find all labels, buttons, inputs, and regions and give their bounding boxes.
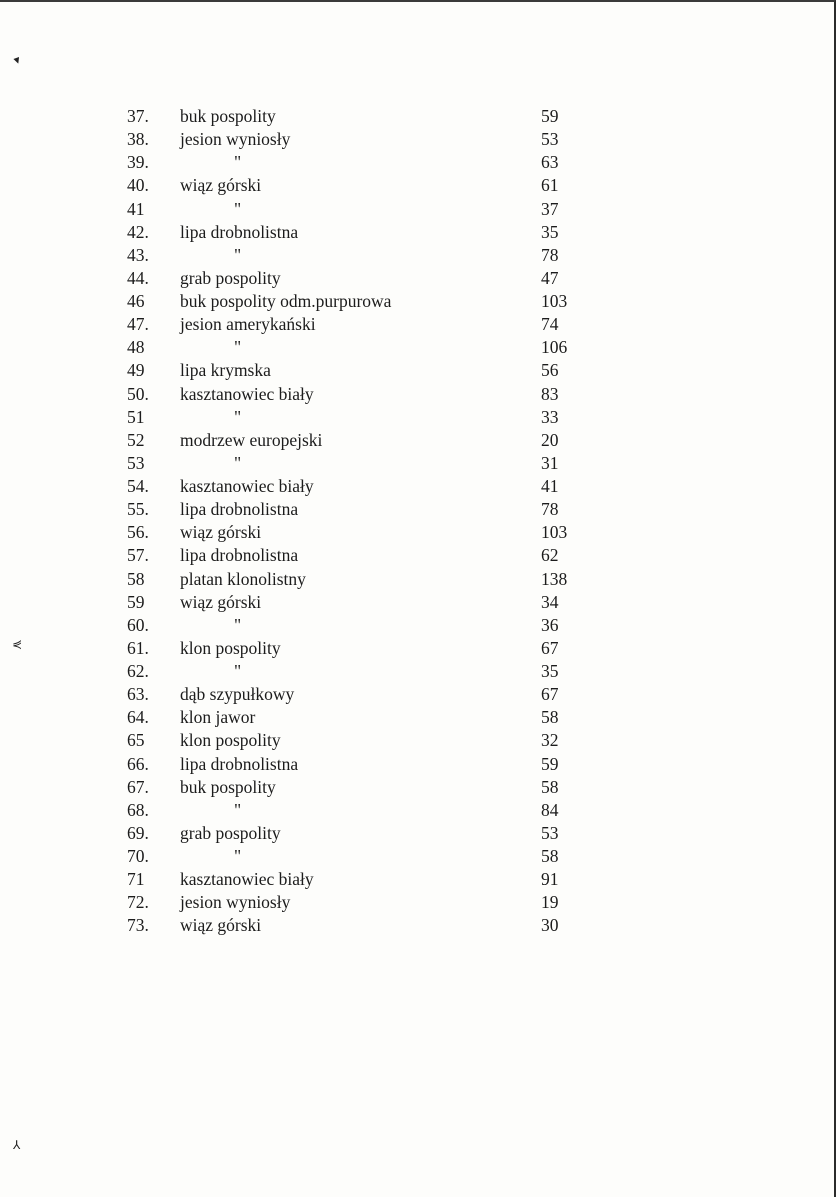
list-item [0, 868, 836, 891]
item-number: 58 [127, 568, 145, 589]
list-item [0, 776, 836, 799]
item-number: 65 [127, 730, 145, 751]
item-number: 52 [127, 429, 145, 450]
item-number: 62. [127, 661, 149, 681]
list-item [0, 822, 836, 845]
item-value: 103 [541, 291, 568, 311]
list-item [0, 914, 836, 937]
item-number: 41 [127, 198, 145, 219]
item-value: 67 [541, 684, 559, 705]
item-value: 83 [541, 383, 559, 404]
item-value: 59 [541, 753, 559, 774]
item-number: 47. [127, 314, 149, 335]
tree-species-name: kasztanowiec biały [180, 476, 314, 496]
item-number: 49 [127, 360, 145, 381]
item-number: 64. [127, 707, 149, 728]
item-number: 66. [127, 753, 149, 774]
ditto-mark: " [234, 661, 242, 681]
scan-mark-middle: ⋞ [12, 637, 23, 651]
tree-species-name: klon pospolity [180, 730, 281, 751]
list-item [0, 406, 836, 429]
item-value: 74 [541, 314, 559, 335]
item-number: 67. [127, 776, 149, 797]
item-number: 44. [127, 267, 149, 288]
list-item [0, 290, 836, 313]
list-item [0, 313, 836, 336]
list-item [0, 221, 836, 244]
tree-species-name: wiąz górski [180, 591, 262, 612]
item-value: 78 [541, 244, 559, 265]
item-number: 51 [127, 406, 145, 427]
tree-species-name: jesion wyniosły [180, 129, 291, 150]
list-item [0, 244, 836, 267]
list-item [0, 753, 836, 776]
item-value: 106 [541, 337, 568, 358]
ditto-mark: " [234, 406, 242, 427]
ditto-mark: " [234, 198, 242, 219]
list-item [0, 521, 836, 544]
tree-species-name: kasztanowiec biały [180, 869, 314, 890]
tree-species-name: buk pospolity [180, 776, 276, 797]
list-item [0, 128, 836, 151]
item-number: 71 [127, 869, 145, 890]
item-number: 59 [127, 591, 145, 612]
item-value: 41 [541, 476, 559, 496]
item-value: 36 [541, 614, 559, 635]
list-item [0, 359, 836, 382]
item-value: 35 [541, 661, 559, 681]
item-number: 53 [127, 452, 145, 473]
item-value: 58 [541, 846, 559, 866]
item-number: 40. [127, 175, 149, 196]
tree-species-name: jesion amerykański [180, 314, 316, 335]
tree-species-name: kasztanowiec biały [180, 383, 314, 404]
ditto-mark: " [234, 452, 242, 473]
list-item [0, 891, 836, 914]
tree-species-name: platan klonolistny [180, 568, 306, 589]
tree-species-name: buk pospolity [180, 106, 276, 126]
list-item [0, 637, 836, 660]
tree-species-name: jesion wyniosły [180, 892, 291, 913]
item-value: 53 [541, 129, 559, 150]
item-value: 31 [541, 452, 559, 473]
item-number: 55. [127, 499, 149, 520]
tree-species-name: lipa drobnolistna [180, 545, 299, 566]
tree-species-name: klon pospolity [180, 637, 281, 658]
ditto-mark: " [234, 244, 242, 265]
scan-mark-bottom: ⅄ [13, 1138, 21, 1152]
item-number: 68. [127, 799, 149, 820]
list-item [0, 660, 836, 683]
item-number: 46 [127, 291, 145, 311]
item-value: 59 [541, 106, 559, 126]
list-item [0, 429, 836, 452]
item-value: 62 [541, 545, 559, 566]
item-number: 69. [127, 822, 149, 843]
ditto-mark: " [234, 614, 242, 635]
item-value: 35 [541, 221, 559, 242]
list-item [0, 729, 836, 752]
item-value: 138 [541, 568, 568, 589]
item-number: 63. [127, 684, 149, 705]
item-value: 58 [541, 776, 559, 797]
list-item [0, 336, 836, 359]
item-value: 58 [541, 707, 559, 728]
tree-species-name: lipa drobnolistna [180, 499, 299, 520]
item-number: 61. [127, 637, 149, 658]
ditto-mark: " [234, 846, 242, 866]
item-number: 54. [127, 476, 149, 496]
list-item [0, 706, 836, 729]
item-number: 56. [127, 522, 149, 543]
item-number: 73. [127, 915, 149, 936]
list-item [0, 174, 836, 197]
item-value: 67 [541, 637, 559, 658]
item-value: 61 [541, 175, 559, 196]
item-value: 63 [541, 152, 559, 173]
list-item [0, 845, 836, 868]
ditto-mark: " [234, 799, 242, 820]
item-number: 70. [127, 846, 149, 866]
item-value: 47 [541, 267, 559, 288]
tree-species-name: modrzew europejski [180, 429, 323, 450]
item-number: 50. [127, 383, 149, 404]
tree-species-name: klon jawor [180, 707, 256, 728]
item-value: 32 [541, 730, 559, 751]
list-item [0, 591, 836, 614]
item-value: 30 [541, 915, 559, 936]
item-value: 56 [541, 360, 559, 381]
tree-species-name: grab pospolity [180, 822, 281, 843]
list-item [0, 452, 836, 475]
tree-species-name: grab pospolity [180, 267, 281, 288]
list-item [0, 151, 836, 174]
list-item [0, 105, 836, 128]
item-value: 78 [541, 499, 559, 520]
item-number: 37. [127, 106, 149, 126]
tree-species-name: lipa drobnolistna [180, 221, 299, 242]
ditto-mark: " [234, 337, 242, 358]
item-number: 57. [127, 545, 149, 566]
item-number: 42. [127, 221, 149, 242]
list-item [0, 799, 836, 822]
item-value: 84 [541, 799, 559, 820]
scan-mark-top: ▾ [11, 52, 23, 68]
list-item [0, 614, 836, 637]
item-value: 20 [541, 429, 559, 450]
list-item [0, 198, 836, 221]
tree-species-name: wiąz górski [180, 522, 262, 543]
item-number: 60. [127, 614, 149, 635]
tree-list [0, 105, 836, 938]
tree-species-name: wiąz górski [180, 175, 262, 196]
tree-species-name: dąb szypułkowy [180, 684, 295, 705]
list-item [0, 683, 836, 706]
item-value: 34 [541, 591, 559, 612]
list-item [0, 568, 836, 591]
item-number: 48 [127, 337, 145, 358]
list-item [0, 383, 836, 406]
item-value: 103 [541, 522, 568, 543]
item-value: 19 [541, 892, 559, 913]
tree-species-name: lipa krymska [180, 360, 271, 381]
item-value: 33 [541, 406, 559, 427]
list-item [0, 544, 836, 567]
list-item [0, 267, 836, 290]
tree-species-name: lipa drobnolistna [180, 753, 299, 774]
item-value: 53 [541, 822, 559, 843]
item-number: 39. [127, 152, 149, 173]
item-number: 43. [127, 244, 149, 265]
item-number: 72. [127, 892, 149, 913]
tree-species-name: wiąz górski [180, 915, 262, 936]
item-value: 37 [541, 198, 559, 219]
tree-species-name: buk pospolity odm.purpurowa [180, 291, 392, 311]
list-item [0, 475, 836, 498]
list-item [0, 498, 836, 521]
item-value: 91 [541, 869, 559, 890]
item-number: 38. [127, 129, 149, 150]
ditto-mark: " [234, 152, 242, 173]
